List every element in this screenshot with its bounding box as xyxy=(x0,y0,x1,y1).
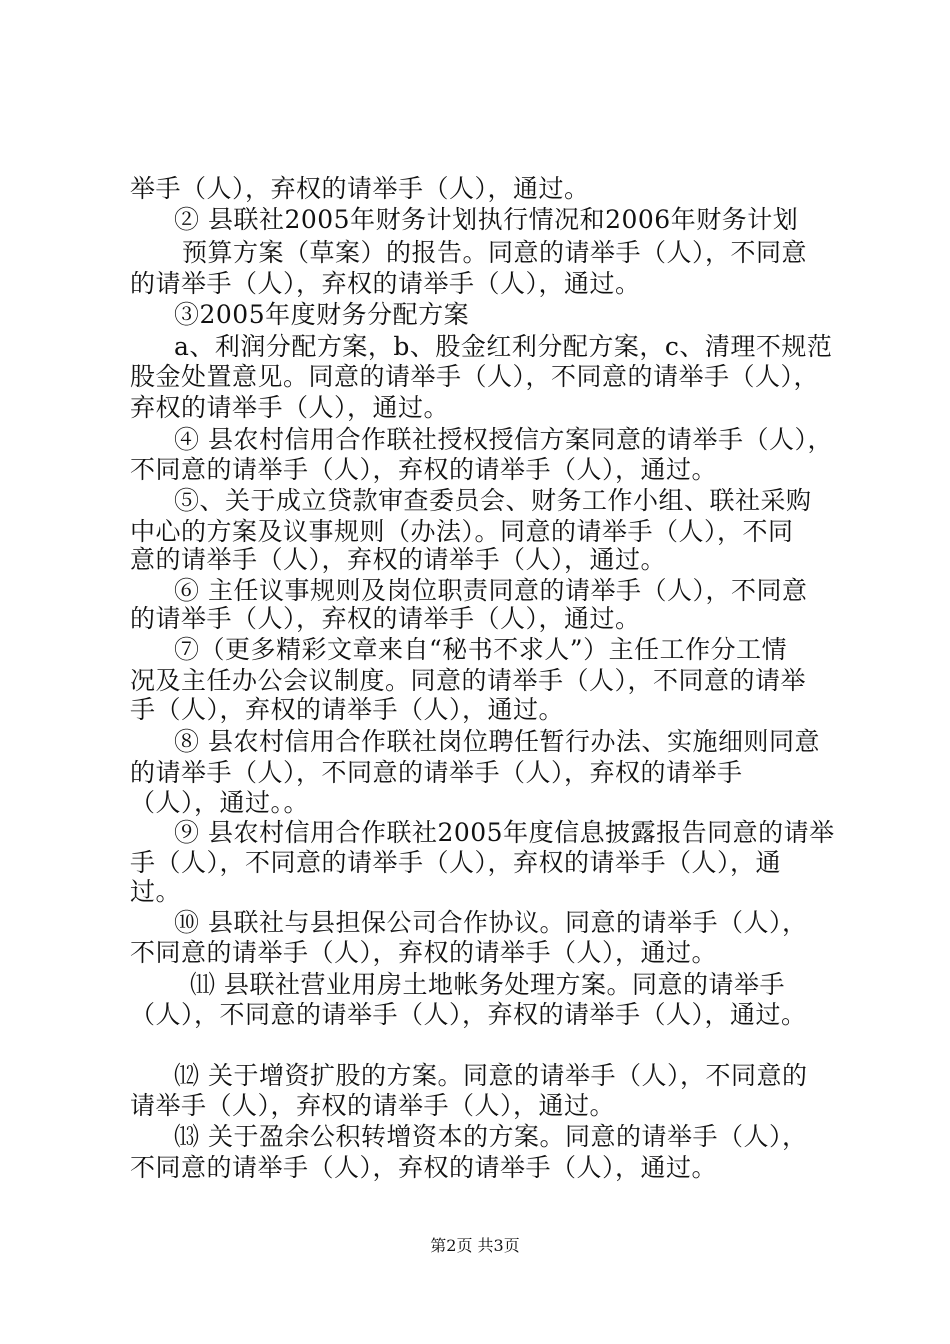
text-line: 举手（人），弃权的请举手（人），通过。 xyxy=(130,174,590,203)
text-line: 的请举手（人），不同意的请举手（人），弃权的请举手 xyxy=(130,758,743,787)
text-line: 手（人），不同意的请举手（人），弃权的请举手（人），通 xyxy=(130,848,782,877)
text-line: 意的请举手（人），弃权的请举手（人），通过。 xyxy=(130,545,667,574)
text-line: 况及主任办公会议制度。同意的请举手（人），不同意的请举 xyxy=(130,666,807,695)
text-line: 的请举手（人），弃权的请举手（人），通过。 xyxy=(130,604,641,633)
text-line: 手（人），弃权的请举手（人），通过。 xyxy=(130,695,565,724)
text-line: 中心的方案及议事规则（办法）。同意的请举手（人），不同 xyxy=(130,517,794,546)
text-line: ⑩ 县联社与县担保公司合作协议。同意的请举手（人）， xyxy=(174,908,808,937)
text-line: ⑿ 关于增资扩股的方案。同意的请举手（人），不同意的 xyxy=(174,1061,808,1090)
text-line: ⑦（更多精彩文章来自“秘书不求人”）主任工作分工情 xyxy=(174,635,788,664)
text-line: a、利润分配方案，b、股金红利分配方案，c、清理不规范 xyxy=(174,332,833,361)
text-line: 预算方案（草案）的报告。同意的请举手（人），不同意 xyxy=(182,238,808,267)
text-line: ④ 县农村信用合作联社授权授信方案同意的请举手（人）， xyxy=(174,425,833,454)
text-line: 过。 xyxy=(130,877,182,906)
text-line: （人），通过。。 xyxy=(130,788,310,817)
text-line: 不同意的请举手（人），弃权的请举手（人），通过。 xyxy=(130,938,718,967)
text-line: 不同意的请举手（人），弃权的请举手（人），通过。 xyxy=(130,1153,718,1182)
text-line: ⑨ 县农村信用合作联社2005年度信息披露报告同意的请举 xyxy=(174,818,835,847)
page-number-footer: 第2页 共3页 xyxy=(430,1236,520,1255)
text-line: ⒀ 关于盈余公积转增资本的方案。同意的请举手（人）， xyxy=(174,1122,808,1151)
text-line: （人），不同意的请举手（人），弃权的请举手（人），通过。 xyxy=(130,1000,807,1029)
text-line: 股金处置意见。同意的请举手（人），不同意的请举手（人）， xyxy=(130,362,820,391)
text-line: 的请举手（人），弃权的请举手（人），通过。 xyxy=(130,269,641,298)
text-line: ⑤、关于成立贷款审查委员会、财务工作小组、联社采购 xyxy=(174,486,812,515)
text-line: ⑥ 主任议事规则及岗位职责同意的请举手（人），不同意 xyxy=(174,576,808,605)
text-line: 弃权的请举手（人），通过。 xyxy=(130,393,450,422)
text-line: ③2005年度财务分配方案 xyxy=(174,300,470,329)
text-line: ⑧ 县农村信用合作联社岗位聘任暂行办法、实施细则同意 xyxy=(174,727,820,756)
text-line: ⑾ 县联社营业用房土地帐务处理方案。同意的请举手 xyxy=(190,970,785,999)
text-line: 请举手（人），弃权的请举手（人），通过。 xyxy=(130,1091,616,1120)
text-line: ② 县联社2005年财务计划执行情况和2006年财务计划 xyxy=(174,205,799,234)
text-line: 不同意的请举手（人），弃权的请举手（人），通过。 xyxy=(130,455,718,484)
